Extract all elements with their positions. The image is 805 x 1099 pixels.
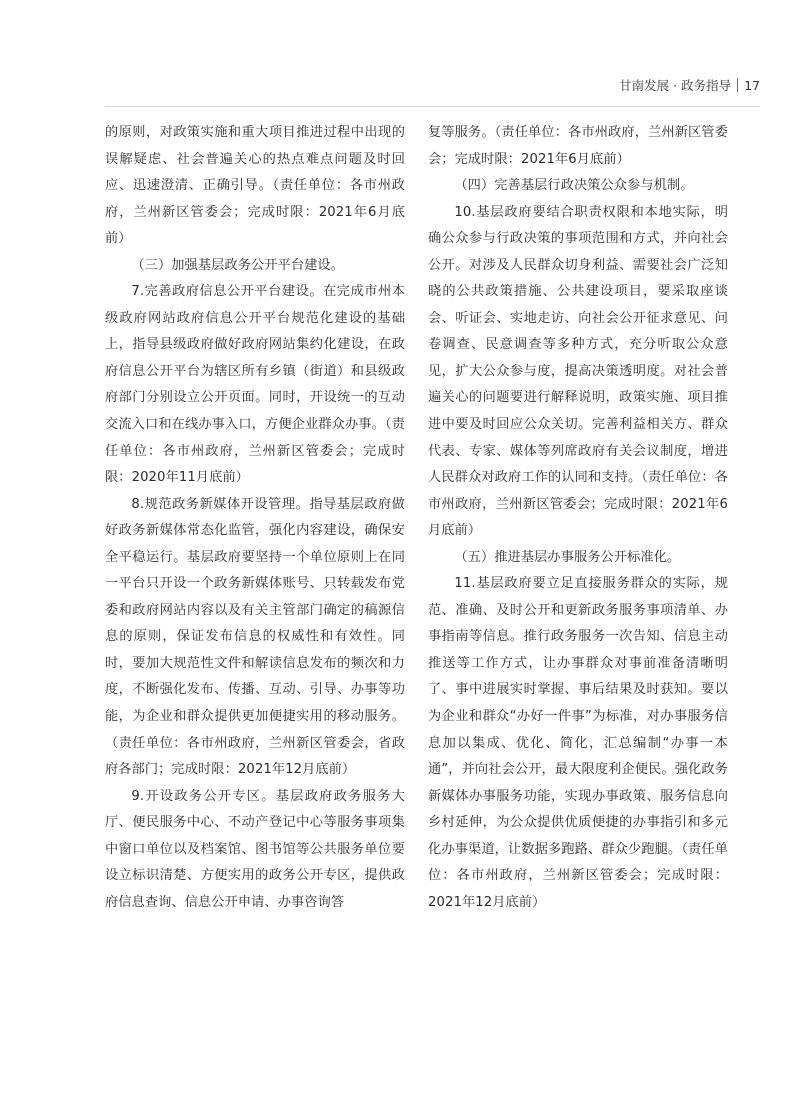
left-column (105, 120, 405, 916)
section-title: 甘南发展 · 政务指导 (619, 78, 732, 93)
paragraph: 8.规范政务新媒体开设管理。指导基层政府做好政务新媒体常态化监管，强化内容建设，确保安全平稳运行。基层政府要坚持一个单位原则上在同一平台只开设一个政务新媒体账号、只转载发布党委和政府网站内容以及有关主管部门确定的稿源信息的原则，保证发布信息的权威性和有效性。同时，要加大规范性文件和解读信息发布的频次和力度，不断强化发布、传播、互动、引导、办事等功能，为企业和群众提供更加便捷实用的移动服务。（责任单位：各市州政府，兰州新区管委会，省政府各部门；完成时限：2021年12月底前） (105, 496, 405, 778)
paragraph: 11.基层政府要立足直接服务群众的实际，规范、准确、及时公开和更新政务服务事项清单、办事指南等信息。推行政务服务一次告知、信息主动推送等工作方式，让办事群众对事前准备清晰明了、事中进展实时掌握、事后结果及时获知。要以为企业和群众“办好一件事”为标准，对办事服务信息加以集成、优化、简化，汇总编制“办事一本通”，并向社会公开，最大限度利企便民。强化政务新媒体办事服务功能，实现办事政策、服务信息向乡村延伸，为公众提供优质便捷的办事指引和多元化办事渠道，让数据多跑路、群众少跑腿。（责任单位：各市州政府，兰州新区管委会；完成时限：2021年12月底前） (428, 576, 728, 910)
section-heading: （五）推进基层办事服务公开标准化。 (454, 549, 681, 565)
section-heading: （四）完善基层行政决策公众参与机制。 (454, 178, 694, 194)
section-heading: （三）加强基层政务公开平台建设。 (131, 257, 344, 273)
paragraph: 的原则，对政策实施和重大项目推进过程中出现的误解疑虑、社会普遍关心的热点难点问题及时回应、迅速澄清、正确引导。（责任单位：各市州政府，兰州新区管委会；完成时限：2021年6月底前） (105, 125, 405, 247)
paragraph: 复等服务。（责任单位：各市州政府，兰州新区管委会；完成时限：2021年6月底前） (428, 125, 728, 167)
right-column (428, 120, 728, 916)
paragraph: 7.完善政府信息公开平台建设。在完成市州本级政府网站政府信息公开平台规范化建设的基础上，指导县级政府做好政府网站集约化建设，在政府信息公开平台为辖区所有乡镇（街道）和县级政府部门分别设立公开页面。同时，开设统一的互动交流入口和在线办事入口，方便企业群众办事。（责任单位：各市州政府，兰州新区管委会；完成时限：2020年11月底前） (105, 284, 405, 486)
header-rule (105, 106, 760, 107)
running-header (0, 76, 760, 94)
paragraph: 9.开设政务公开专区。基层政府政务服务大厅、便民服务中心、不动产登记中心等服务事项集中窗口单位以及档案馆、图书馆等公共服务单位要设立标识清楚、方便实用的政务公开专区，提供政府信息查询、信息公开申请、办事咨询答 (105, 788, 405, 910)
header-divider (737, 78, 738, 92)
paragraph: 10.基层政府要结合职责权限和本地实际，明确公众参与行政决策的事项范围和方式，并向社会公开。对涉及人民群众切身利益、需要社会广泛知晓的公共政策措施、公共建设项目，要采取座谈会、听证会、实地走访、向社会公开征求意见、问卷调查、民意调查等多种方式，充分听取公众意见，扩大公众参与度，提高决策透明度。对社会普遍关心的问题要进行解释说明，政策实施、项目推进中要及时回应公众关切。完善利益相关方、群众代表、专家、媒体等列席政府有关会议制度，增进人民群众对政府工作的认同和支持。（责任单位：各市州政府，兰州新区管委会；完成时限：2021年6月底前） (428, 204, 728, 539)
page-number: 17 (744, 78, 760, 93)
